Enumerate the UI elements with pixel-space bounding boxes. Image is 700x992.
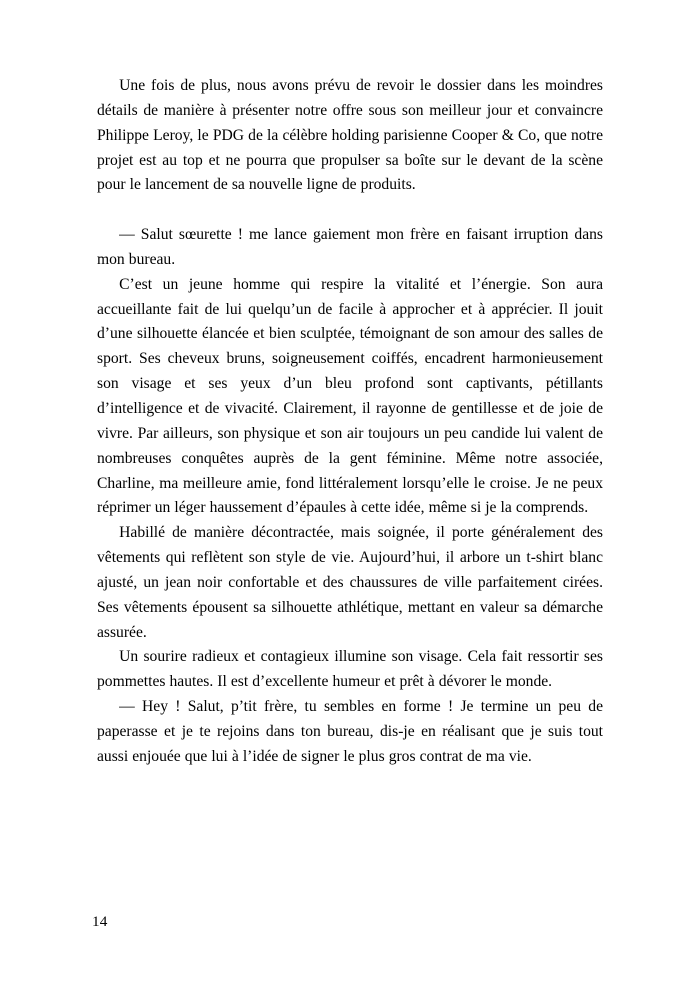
paragraph-opening: Une fois de plus, nous avons prévu de revoir le dossier dans les moindres détails de manière à présenter notre offre sous son meilleur jour et convaincre Philippe Leroy, le PDG de la célèbre holding parisienne Cooper & Co, que notre projet est au top et ne pourra que propulser sa boîte sur le devant de la scène pour le lancement de sa nouvelle ligne de produits. (97, 77, 603, 194)
paragraph-description-clothing: Habillé de manière décontractée, mais soignée, il porte généralement des vêtements qui reflètent son style de vie. Aujourd’hui, il arbore un t-shirt blanc ajusté, un jean noir confortable et des chaussures de ville parfaitement cirées. Ses vêtements épousent sa silhouette athlétique, mettant en valeur sa démarche assurée. (97, 524, 603, 641)
paragraph-dialogue-salut-soeurette: — Salut sœurette ! me lance gaiement mon frère en faisant irruption dans mon bureau. (97, 226, 603, 268)
page-text-block (97, 74, 603, 770)
page-number: 14 (92, 913, 108, 930)
paragraph-description-brother: C’est un jeune homme qui respire la vitalité et l’énergie. Son aura accueillante fait de lui quelqu’un de facile à approcher et à apprécier. Il jouit d’une silhouette élancée et bien sculptée, témoignant de son amour des salles de sport. Ses cheveux bruns, soigneusement coiffés, encadrent harmonieusement son visage et ses yeux d’un bleu profond sont captivants, pétillants d’intelligence et de vivacité. Clairement, il rayonne de gentillesse et de joie de vivre. Par ailleurs, son physique et son air toujours un peu candide lui valent de nombreuses conquêtes auprès de la gent féminine. Même notre associée, Charline, ma meilleure amie, fond littéralement lorsqu’elle le croise. Je ne peux réprimer un léger haussement d’épaules à cette idée, même si je la comprends. (97, 275, 603, 517)
paragraph-dialogue-hey-salut: — Hey ! Salut, p’tit frère, tu sembles en forme ! Je termine un peu de paperasse et je te rejoins dans ton bureau, dis-je en réalisant que je suis tout aussi enjouée que lui à l’idée de signer le plus gros contrat de ma vie. (97, 698, 603, 765)
paragraph-description-smile: Un sourire radieux et contagieux illumine son visage. Cela fait ressortir ses pommettes hautes. Il est d’excellente humeur et prêt à dévorer le monde. (97, 648, 603, 691)
